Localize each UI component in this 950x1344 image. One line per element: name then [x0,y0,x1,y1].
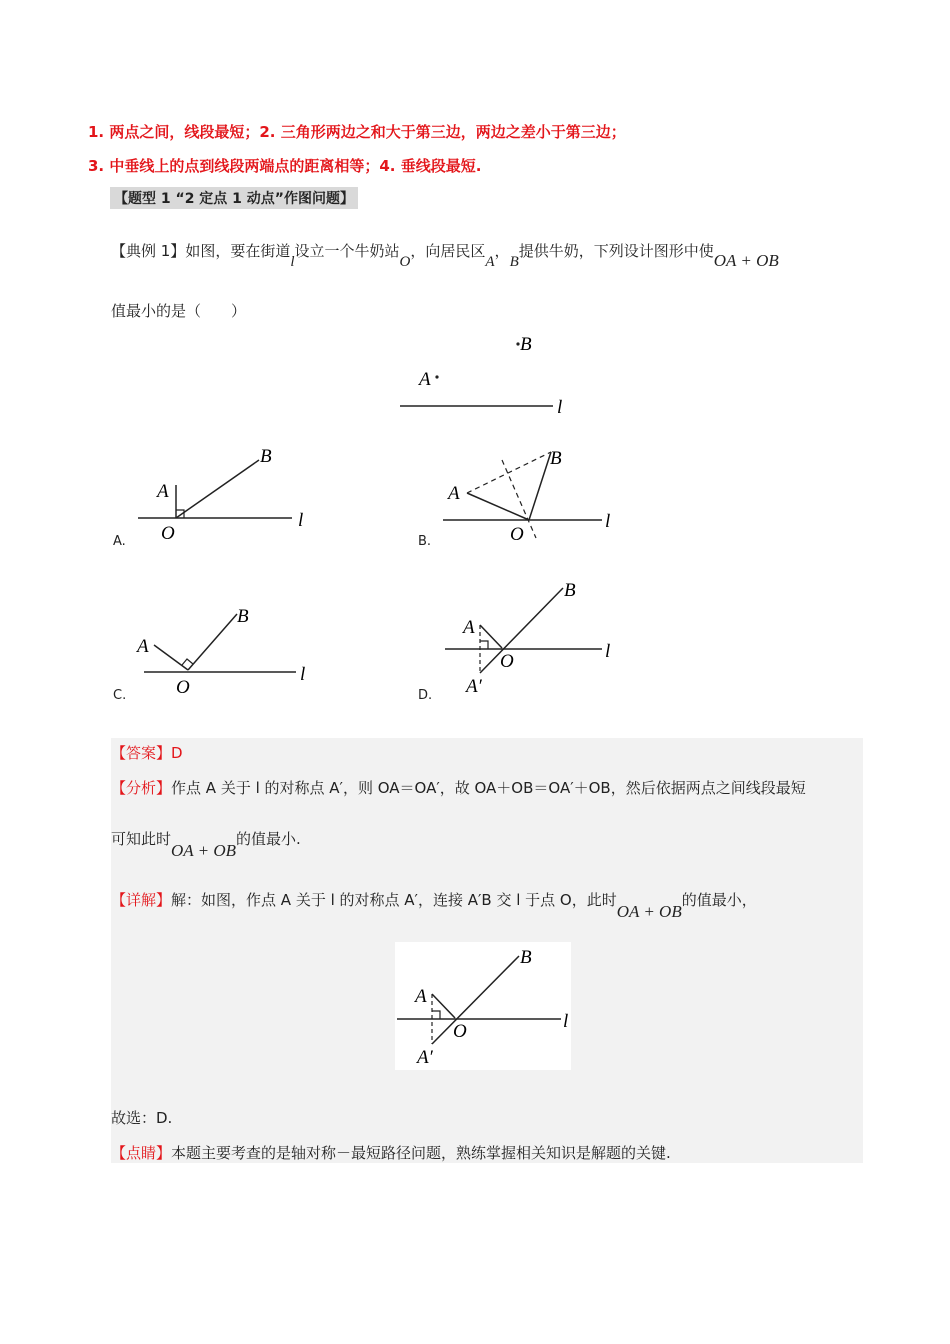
option-a-label[interactable]: A. [113,534,126,549]
sol-label-l: l [563,1011,569,1032]
opt-b-seg-ao [467,493,529,520]
main-figure [390,330,580,420]
opt-b-label-b: B [550,448,562,469]
answer-value: D [171,744,183,762]
comment-label: 【点睛】 [111,1144,172,1162]
detail-choice: 故选：D. [111,1109,173,1127]
main-label-l: l [557,397,563,418]
sol-label-b: B [520,947,532,968]
example-statement [111,240,871,270]
opt-d-label-b: B [564,580,576,601]
option-c-label[interactable]: C. [113,688,127,703]
var-O: O [399,254,411,270]
solution-figure [395,942,571,1070]
example-label: 【典例 1】 [111,242,186,260]
sol-label-a-prime: A′ [417,1047,433,1068]
analysis-text-1: 作点 A 关于 l 的对称点 A′，则 OA＝OA′，故 OA＋OB＝OA′＋OB，然后依据两点之间线段最短 [171,779,806,797]
answer-label: 【答案】 [111,744,172,762]
sol-label-a: A [415,986,427,1007]
opt-b-seg-ab [467,452,551,493]
var-l: l [290,254,295,270]
main-label-b: B [520,334,532,355]
var-A: A [485,254,495,270]
opt-d-seg-ab [480,588,563,673]
example-text-c: ，向居民区 [410,242,486,260]
point-a-dot [435,375,438,378]
example-expr: OA + OB [713,251,779,270]
example-text-b: 设立一个牛奶站 [294,242,400,260]
option-d-label[interactable]: D. [418,688,433,703]
sol-label-o: O [453,1021,467,1042]
opt-b-label-a: A [448,483,460,504]
detail-text-1: 解：如图，作点 A 关于 l 的对称点 A′，连接 A′B 交 l 于点 O，此时 [171,891,617,909]
opt-d-label-l: l [605,641,611,662]
opt-c-label-l: l [300,664,306,685]
opt-a-label-b: B [260,446,272,467]
example-text-a: 如图，要在街道 [185,242,291,260]
option-b-figure[interactable] [440,440,640,545]
opt-d-right-angle [480,641,488,649]
detail-text-2: 的值最小， [681,891,757,909]
opt-d-label-a: A [463,617,475,638]
option-c-figure[interactable] [130,600,330,705]
opt-c-label-a: A [137,636,149,657]
key-point-line-1: 1. 两点之间，线段最短；2. 三角形两边之和大于第三边，两边之差小于第三边； [88,123,626,141]
opt-d-seg-ao [480,625,502,648]
analysis-line-1 [111,777,863,798]
opt-a-label-a: A [157,481,169,502]
opt-c-seg-ob [188,614,237,670]
opt-a-seg-ob [176,460,259,518]
main-label-a: A [419,369,431,390]
opt-c-right-angle [182,659,193,665]
opt-b-label-l: l [605,511,611,532]
comment-text: 本题主要考查的是轴对称－最短路径问题，熟练掌握相关知识是解题的关键. [171,1144,671,1162]
opt-c-label-b: B [237,606,249,627]
opt-c-seg-ao [154,645,188,670]
detail-label: 【详解】 [111,891,172,909]
opt-c-label-o: O [176,677,190,698]
section-header: 【题型 1 “2 定点 1 动点”作图问题】 [110,187,358,209]
var-B: B [509,254,519,270]
example-comma: ， [494,242,510,260]
detail-line-1 [111,889,757,921]
analysis-text-3: 的值最小. [236,830,301,848]
opt-d-label-o: O [500,651,514,672]
option-d-figure[interactable] [440,575,640,700]
example-text-d: 提供牛奶，下列设计图形中使 [518,242,714,260]
key-point-line-2: 3. 中垂线上的点到线段两端点的距离相等；4. 垂线段最短. [88,157,482,175]
analysis-label: 【分析】 [111,779,172,797]
analysis-line-2 [111,828,301,860]
example-text-e: 值最小的是（ ） [111,302,247,320]
comment-line [111,1142,671,1163]
opt-a-label-o: O [161,523,175,544]
option-a-figure[interactable] [130,440,330,545]
analysis-text-2: 可知此时 [111,830,172,848]
answer-line [111,742,183,763]
detail-expr: OA + OB [616,902,682,921]
analysis-expr: OA + OB [171,841,237,860]
opt-b-label-o: O [510,524,524,545]
opt-a-label-l: l [298,510,304,531]
option-b-label[interactable]: B. [418,534,432,549]
opt-d-label-a-prime: A′ [466,676,482,697]
opt-b-seg-ob [529,452,551,520]
